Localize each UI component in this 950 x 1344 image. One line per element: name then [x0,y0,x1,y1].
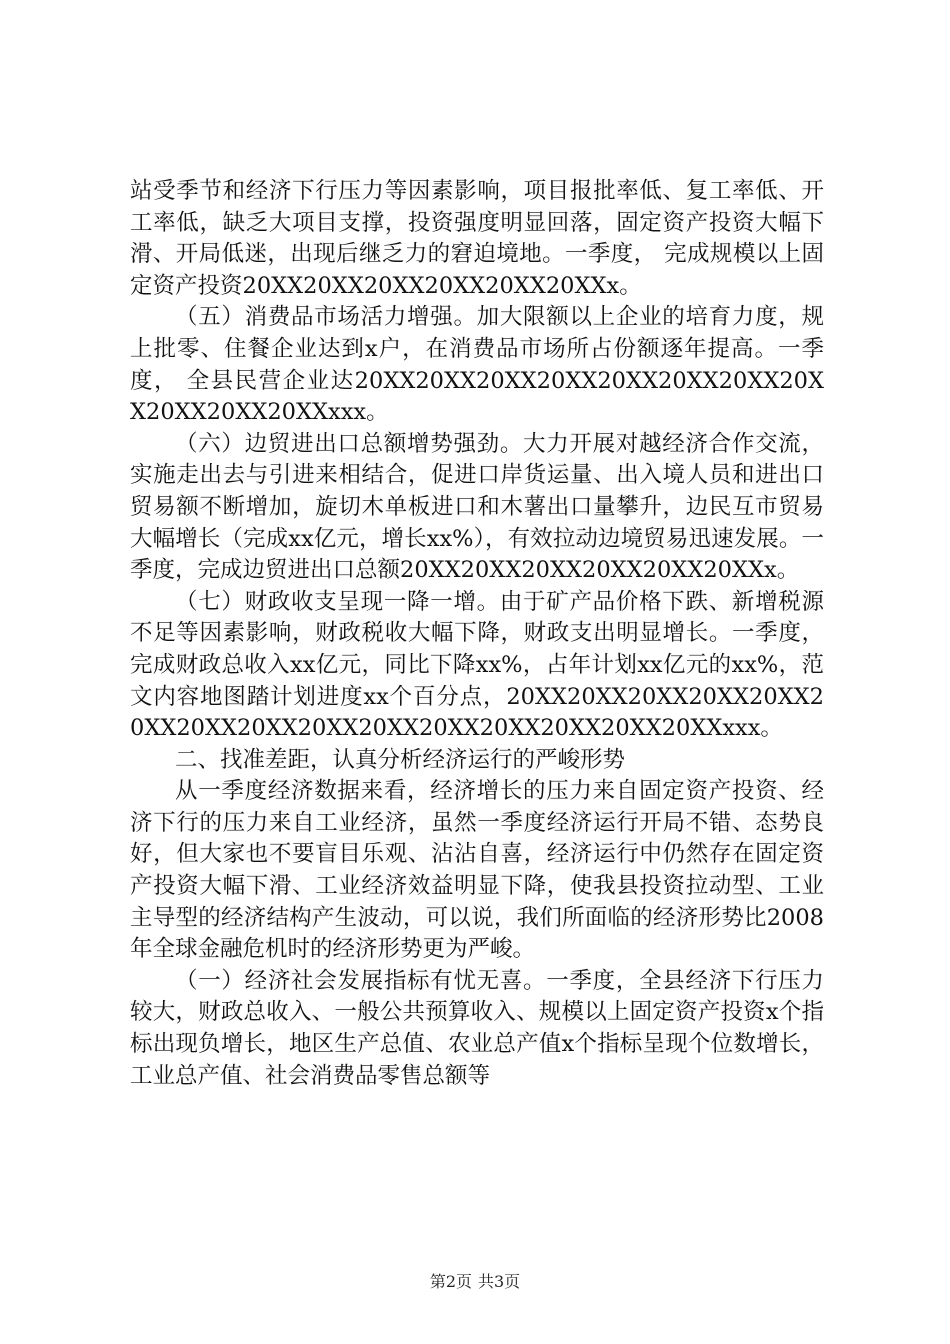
page-footer [0,1272,950,1292]
document-body [130,176,824,1092]
page-number: 第2页 [429,1272,472,1291]
paragraph: 站受季节和经济下行压力等因素影响，项目报批率低、复工率低、开工率低，缺乏大项目支撑，投资强度明显回落，固定资产投资大幅下滑、开局低迷，出现后继乏力的窘迫境地。一季度， 完成规模以上固定资产投资20XX20XX20XX20XX20XX20XXx。 [130,178,824,299]
paragraph: （六）边贸进出口总额增势强劲。大力开展对越经济合作交流，实施走出去与引进来相结合，促进口岸货运量、出入境人员和进出口贸易额不断增加，旋切木单板进口和木薯出口量攀升，边民互市贸易大幅增长（完成xx亿元，增长xx%），有效拉动边境贸易迅速发展。一季度，完成边贸进出口总额20XX20XX20XX20XX20XX20XXx。 [130,430,824,584]
paragraph: （一）经济社会发展指标有忧无喜。一季度，全县经济下行压力较大，财政总收入、一般公共预算收入、规模以上固定资产投资x个指标出现负增长，地区生产总值、农业总产值x个指标呈现个位数增长，工业总产值、社会消费品零售总额等 [130,967,824,1089]
page-total: 共3页 [478,1272,521,1291]
paragraph: （五）消费品市场活力增强。加大限额以上企业的培育力度，规上批零、住餐企业达到x户，在消费品市场所占份额逐年提高。一季度， 全县民营企业达20XX20XX20XX20XX20XX20XX20XX20XX20XX20XX20XXxxx。 [130,304,824,426]
section-heading: 二、找准差距，认真分析经济运行的严峻形势 [175,746,626,773]
paragraph: （七）财政收支呈现一降一增。由于矿产品价格下跌、新增税源不足等因素影响，财政税收大幅下降，财政支出明显增长。一季度，完成财政总收入xx亿元，同比下降xx%，占年计划xx亿元的xx%，范文内容地图踏计划进度xx个百分点，20XX20XX20XX20XX20XX20XX20XX20XX20XX20XX20XX20XX20XX20XX20XXxxx。 [130,588,824,742]
paragraph: 从一季度经济数据来看，经济增长的压力来自固定资产投资、经济下行的压力来自工业经济，虽然一季度经济运行开局不错、态势良好，但大家也不要盲目乐观、沾沾自喜，经济运行中仍然存在固定资产投资大幅下滑、工业经济效益明显下降，使我县投资拉动型、工业主导型的经济结构产生波动，可以说，我们所面临的经济形势比2008年全球金融危机时的经济形势更为严峻。 [130,778,824,963]
